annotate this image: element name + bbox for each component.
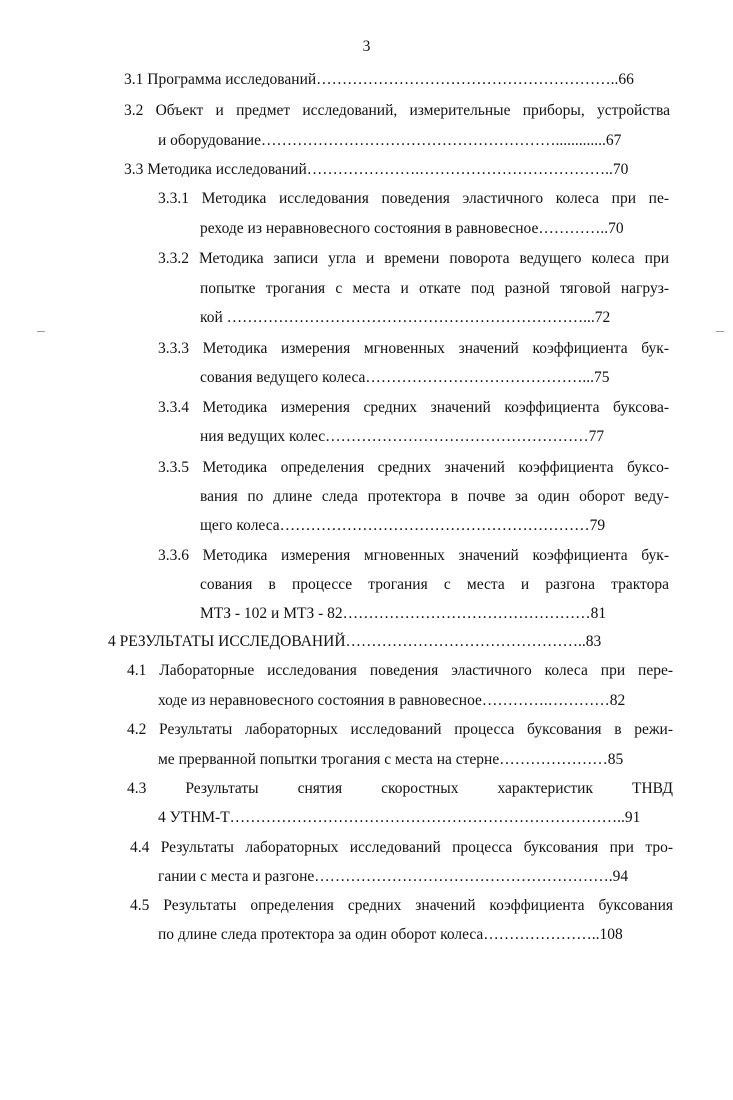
toc-entry-4-2: 4.2 Результаты лабораторных исследований процесса буксования в режи- xyxy=(127,721,673,738)
right-margin-mark xyxy=(716,331,724,332)
toc-entry-3-3: 3.3 Методика исследований………………….………………………………..70 xyxy=(124,161,629,178)
toc-entry-3-3-6: 3.3.6 Методика измерения мгновенных значений коэффициента бук- xyxy=(158,547,669,564)
toc-entry-3-3-2-cont: попытке трогания с места и откате под разной тяговой нагруз- xyxy=(200,280,669,297)
toc-entry-3-3-2: 3.3.2 Методика записи угла и времени поворота ведущего колеса при xyxy=(158,250,669,267)
toc-entry-4-1: 4.1 Лабораторные исследования поведения эластичного колеса при пере- xyxy=(127,662,673,679)
toc-entry-3-3-5-cont: вания по длине следа протектора в почве за один оборот веду- xyxy=(200,488,669,505)
toc-entry-3-3-1: 3.3.1 Методика исследования поведения эластичного колеса при пе- xyxy=(158,190,669,207)
toc-entry-4-3-cont: 4 УТНМ-Т…………………………………………………………………..91 xyxy=(158,809,641,826)
toc-entry-3-3-6-cont2: МТЗ - 102 и МТЗ - 82…………………………………………81 xyxy=(200,605,607,622)
toc-entry-4-5: 4.5 Результаты определения средних значений коэффициента буксования xyxy=(130,897,673,914)
toc-entry-4-4: 4.4 Результаты лабораторных исследований процесса буксования при тро- xyxy=(130,839,673,856)
toc-entry-3-3-2-cont2: кой ……………………………………………………………...72 xyxy=(200,309,611,326)
toc-entry-3-2-cont: и оборудование………………………………………………….............67 xyxy=(158,132,622,149)
toc-entry-3-3-3-cont: сования ведущего колеса……………………………………...75 xyxy=(200,369,610,386)
toc-entry-3-2: 3.2 Объект и предмет исследований, измерительные приборы, устройства xyxy=(124,102,670,119)
toc-entry-4-1-cont: ходе из неравновесного состояния в равновесное………….…………82 xyxy=(158,692,626,709)
toc-entry-4-2-cont: ме прерванной попытки трогания с места на стерне…………………85 xyxy=(158,751,624,768)
toc-entry-3-3-4: 3.3.4 Методика измерения средних значений коэффициента буксова- xyxy=(158,399,669,416)
toc-entry-4: 4 РЕЗУЛЬТАТЫ ИССЛЕДОВАНИЙ………………………………………..83 xyxy=(108,633,602,650)
left-margin-mark xyxy=(37,331,45,332)
toc-entry-3-3-4-cont: ния ведущих колес……………………………………………77 xyxy=(200,428,605,445)
toc-entry-4-5-cont: по длине следа протектора за один оборот колеса…………………..108 xyxy=(158,926,623,943)
toc-entry-3-3-1-cont: реходе из неравновесного состояния в равновесное…………..70 xyxy=(200,220,624,237)
toc-entry-4-3: 4.3 Результаты снятия скоростных характеристик ТНВД xyxy=(127,780,673,797)
toc-entry-3-3-5: 3.3.5 Методика определения средних значений коэффициента буксо- xyxy=(158,459,669,476)
toc-entry-3-3-3: 3.3.3 Методика измерения мгновенных значений коэффициента бук- xyxy=(158,340,669,357)
toc-entry-3-3-5-cont2: щего колеса……………………………………………………79 xyxy=(200,517,606,534)
page-number: 3 xyxy=(362,38,371,55)
toc-entry-4-4-cont: гании с места и разгоне………………………………………………….94 xyxy=(158,868,629,885)
toc-entry-3-3-6-cont: сования в процессе трогания с места и разгона трактора xyxy=(200,576,669,593)
toc-entry-3-1: 3.1 Программа исследований…………………………………………………..66 xyxy=(124,71,634,88)
